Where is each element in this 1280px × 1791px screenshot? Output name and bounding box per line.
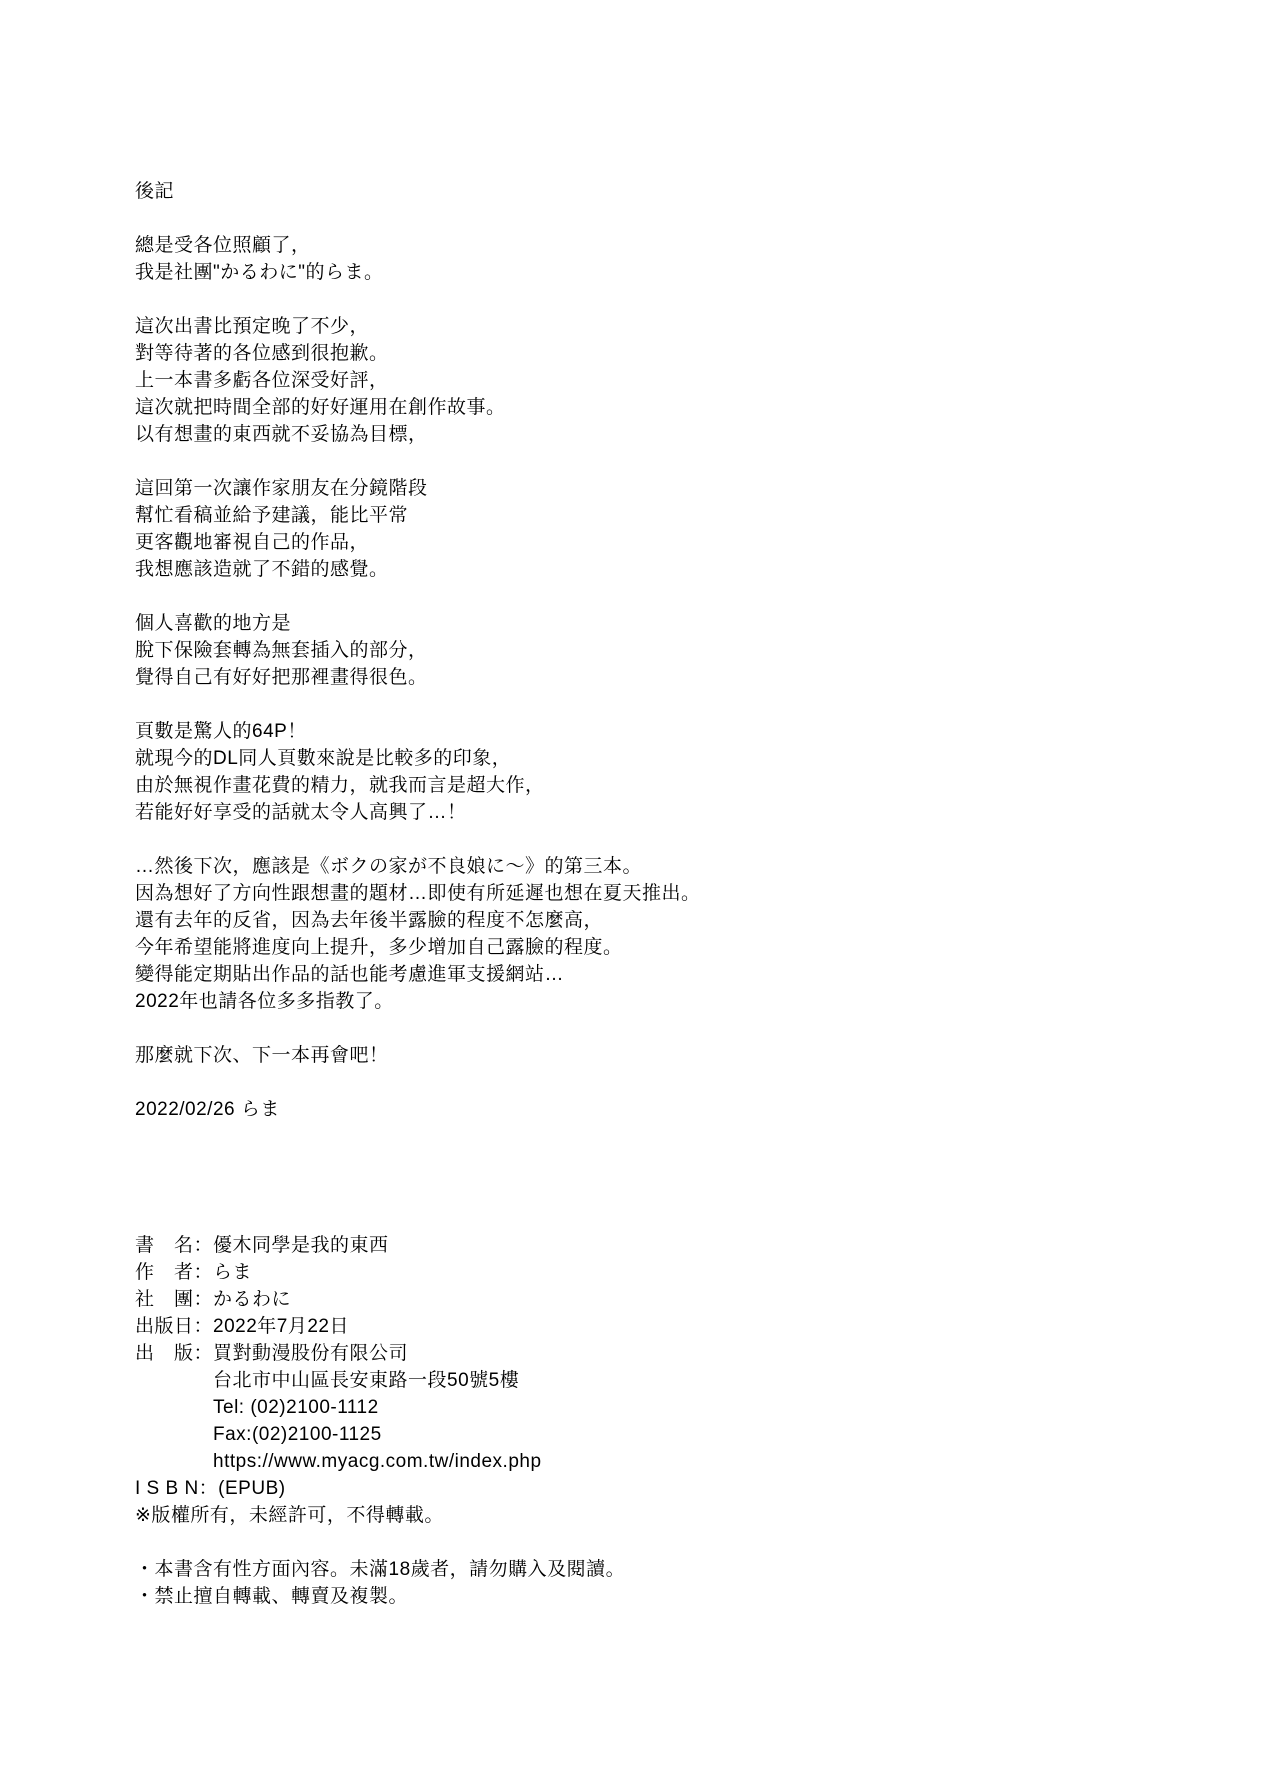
text-line: 因為想好了方向性跟想畫的題材…即使有所延遲也想在夏天推出。 [135,883,701,904]
text-line: 總是受各位照顧了， [135,235,311,256]
text-line: 就現今的DL同人頁數來說是比較多的印象， [135,748,512,769]
text-line: 個人喜歡的地方是 [135,613,292,634]
warning-adult-content: ・本書含有性方面內容。未滿18歲者，請勿購入及閱讀。 [135,1559,626,1580]
colophon-url: https://www.myacg.com.tw/index.php [213,1451,542,1472]
text-line: …然後下次，應該是《ボクの家が不良娘に～》的第三本。 [135,856,643,877]
text-line: 那麼就下次、下一本再會吧！ [135,1045,389,1066]
afterword-paragraph-nextbook [135,853,1135,1015]
warning-no-reproduction: ・禁止擅自轉載、轉賣及複製。 [135,1586,409,1607]
text-line: 頁數是驚人的64P！ [135,721,307,742]
colophon-publisher: 出 版：買對動漫股份有限公司 [135,1343,409,1364]
text-line: 由於無視作畫花費的精力，就我而言是超大作， [135,775,545,796]
text-line: 我想應該造就了不錯的感覺。 [135,559,389,580]
colophon-tel: Tel: (02)2100-1112 [213,1397,379,1418]
page-title: 後記 [135,181,175,202]
colophon-publish-date: 出版日：2022年7月22日 [135,1316,349,1337]
text-line: 更客觀地審視自己的作品， [135,532,370,553]
colophon [135,1232,1135,1529]
text-line: 今年希望能將進度向上提升，多少增加自己露臉的程度。 [135,937,623,958]
text-line: 脫下保險套轉為無套插入的部分， [135,640,428,661]
colophon-isbn: I S B N：(EPUB) [135,1478,286,1499]
text-line: 上一本書多虧各位深受好評， [135,370,389,391]
afterword-paragraph-storyboard [135,475,1135,583]
colophon-book-title: 書 名：優木同學是我的東西 [135,1235,389,1256]
text-line: 若能好好享受的話就太令人高興了…！ [135,802,467,823]
afterword-paragraph-greeting [135,232,1135,286]
afterword-paragraph-pagecount [135,718,1135,826]
afterword-paragraph-favorite [135,610,1135,691]
text-line: 還有去年的反省，因為去年後半露臉的程度不怎麼高， [135,910,604,931]
afterword-paragraph-apology [135,313,1135,448]
text-line: 幫忙看稿並給予建議，能比平常 [135,505,409,526]
text-line: 這回第一次讓作家朋友在分鏡階段 [135,478,428,499]
warning-notices [135,1556,1135,1610]
text-line: 這次出書比預定晚了不少， [135,316,370,337]
colophon-circle: 社 團：かるわに [135,1289,292,1310]
colophon-author: 作 者：らま [135,1262,253,1283]
text-line: 以有想畫的東西就不妥協為目標， [135,424,428,445]
text-line: 變得能定期貼出作品的話也能考慮進軍支援網站… [135,964,565,985]
colophon-fax: Fax:(02)2100-1125 [213,1424,382,1445]
date-signature: 2022/02/26 らま [135,1099,280,1120]
colophon-address: 台北市中山區長安東路一段50號5樓 [213,1370,520,1391]
text-line: 這次就把時間全部的好好運用在創作故事。 [135,397,506,418]
colophon-rights-notice: ※版權所有，未經許可，不得轉載。 [135,1505,444,1526]
text-line: 我是社團"かるわに"的らま。 [135,262,384,283]
text-line: 覺得自己有好好把那裡畫得很色。 [135,667,428,688]
text-line: 對等待著的各位感到很抱歉。 [135,343,389,364]
afterword-page [135,178,1135,1610]
afterword-paragraph-farewell [135,1042,1135,1069]
text-line: 2022年也請各位多多指教了。 [135,991,394,1012]
